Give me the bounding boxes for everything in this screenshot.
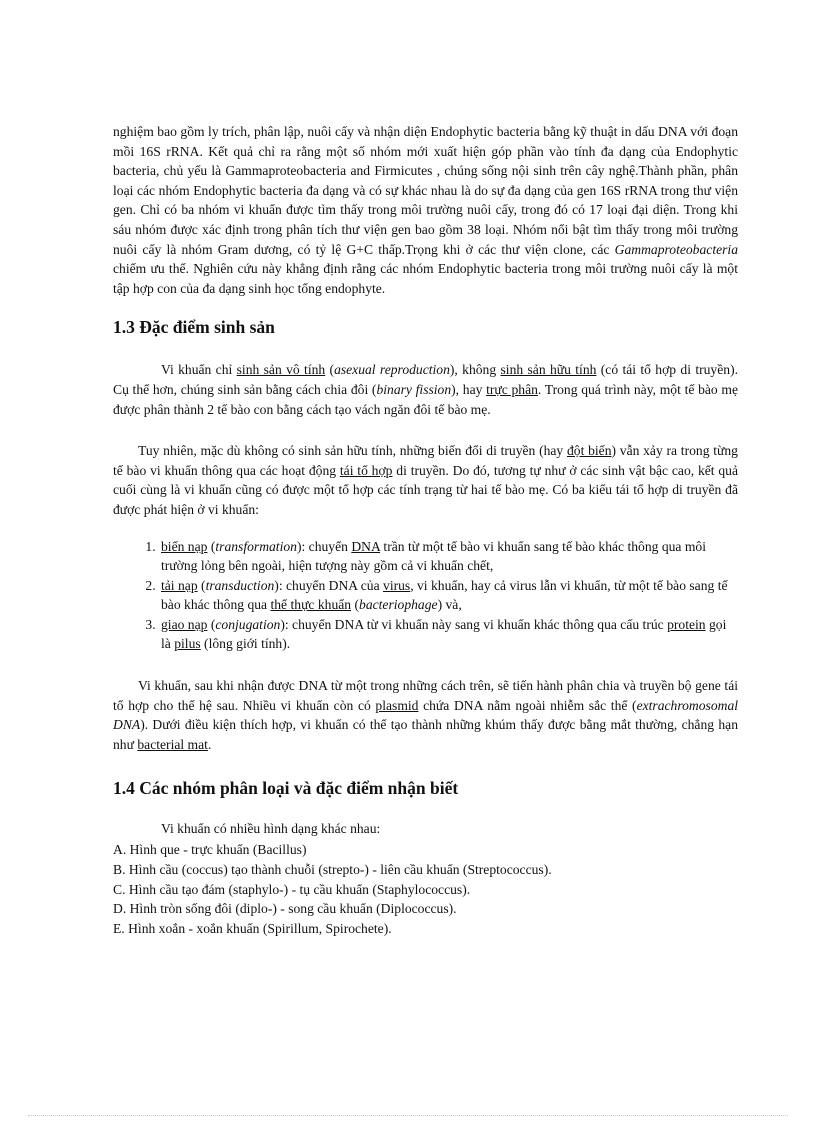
text-run: . xyxy=(207,736,212,752)
text-run: ) vẫn xảy ra trong từng tế bào vi khuẩn thông qua các hoạt động xyxy=(113,443,738,478)
link-transduction[interactable]: tải nạp xyxy=(161,577,198,593)
text-run: ), không xyxy=(449,362,501,378)
link-dna[interactable]: DNA xyxy=(351,538,381,554)
italic-term: conjugation xyxy=(215,616,281,632)
italic-term: transformation xyxy=(215,538,297,554)
list-item: B. Hình cầu (coccus) tạo thành chuỗi (strepto-) - liên cầu khuẩn (Streptococcus). xyxy=(113,861,552,877)
list-item: E. Hình xoắn - xoắn khuẩn (Spirillum, Spirochete). xyxy=(113,921,392,937)
text-run: ): chuyển xyxy=(296,538,352,554)
link-sexual-reproduction[interactable]: sinh sản hữu tính xyxy=(500,362,597,378)
text-run: chứa DNA nằm ngoài nhiễm sắc thể ( xyxy=(418,697,637,713)
intro-text-end: chiếm ưu thế. Nghiên cứu này khẳng định rằng các nhóm Endophytic bacteria trong môi trường nuôi cấy là một tập hợp con của đa dạng sinh học tổng endophyte. xyxy=(113,261,738,296)
text-run: ): chuyển DNA của xyxy=(274,577,384,593)
list-item xyxy=(159,576,738,615)
text-run: gọi là xyxy=(161,616,727,652)
text-run: Vi khuẩn chỉ xyxy=(161,362,237,378)
list-item: A. Hình que - trực khuẩn (Bacillus) xyxy=(113,842,307,858)
text-run: Tuy nhiên, mặc dù không có sinh sản hữu tính, những biến đổi di truyền (hay xyxy=(138,443,567,459)
italic-term: transduction xyxy=(205,577,275,593)
link-transformation[interactable]: biến nạp xyxy=(161,538,208,554)
link-bacteriophage[interactable]: thể thực khuẩn xyxy=(270,597,352,613)
link-pilus[interactable]: pilus xyxy=(174,636,201,652)
intro-paragraph xyxy=(113,122,738,298)
page-bottom-divider xyxy=(28,1115,788,1116)
text-run: ) và, xyxy=(437,597,462,613)
text-run: ). Dưới điều kiện thích hợp, vi khuẩn có thể tạo thành những khúm thấy được bằng mắt thường, chẳng hạn như xyxy=(113,717,738,752)
intro-text: nghiệm bao gồm ly trích, phân lập, nuôi cấy và nhận diện Endophytic bacteria bằng kỹ thuật in dấu DNA với đoạn mồi 16S rRNA. Kết quả chỉ ra rằng một số nhóm mới xuất hiện góp phần vào tính đa dạng của Endophytic bacteria, chủ yếu là Gammaproteobacteria and Firmicutes , chúng sống nội sinh trên cây nghệ.Thành phần, phân loại các nhóm Endophytic bacteria đa dạng và có sự khác nhau là do sự đa dạng của gen 16S rRNA trong thư viện gen. Chỉ có ba nhóm vi khuẩn được tìm thấy trong môi trường nuôi cấy, trong đó có 17 loại đại diện. Trong khi sáu nhóm được xác định trong phân tích thư viện gen bao gồm 38 loại. Nhóm nổi bật tìm thấy trong môi trường nuôi cấy là nhóm Gram dương, có tỷ lệ G+C thấp.Trọng khi ở các thư viện clone, các xyxy=(113,124,738,257)
link-plasmid[interactable]: plasmid xyxy=(375,697,419,713)
list-item: D. Hình tròn sống đôi (diplo-) - song cầu khuẩn (Diplococcus). xyxy=(113,901,457,917)
text-run: (có tái tổ hợp di truyền). Cụ thể hơn, chúng sinh sản bằng cách chia đôi ( xyxy=(113,362,738,397)
link-asexual-reproduction[interactable]: sinh sản vô tính xyxy=(236,362,326,378)
italic-term: asexual reproduction xyxy=(334,362,450,378)
text-run: (lông giới tính). xyxy=(200,636,291,652)
list-item: C. Hình cầu tạo đám (staphylo-) - tụ cầu khuẩn (Staphylococcus). xyxy=(113,881,471,897)
recombination-types-list xyxy=(113,537,738,655)
text-run: ), hay xyxy=(451,381,487,397)
link-conjugation[interactable]: giao nạp xyxy=(161,616,208,632)
list-item xyxy=(159,537,738,576)
italic-term: extrachromosomal DNA xyxy=(113,697,739,733)
heading-1-4: 1.4 Các nhóm phân loại và đặc điểm nhận biết xyxy=(113,778,459,799)
text-run: , vi khuẩn, hay cả virus lẫn vi khuẩn, từ một tế bào sang tế bào khác thông qua xyxy=(161,577,728,613)
text-run: di truyền. Do đó, tương tự như ở các sinh vật bậc cao, kết quả cuối cùng là vi khuẩn cũng có được một tổ hợp các tính trạng từ hai tế bào mẹ. Có ba kiểu tái tổ hợp di truyền đã được phát hiện ở vi khuẩn: xyxy=(113,462,739,517)
link-binary-fission[interactable]: trực phân xyxy=(486,381,538,397)
page-content xyxy=(113,122,738,939)
shapes-list xyxy=(113,840,738,939)
intro-italic-term: Gammaproteobacteria xyxy=(614,241,738,257)
link-recombination[interactable]: tái tổ hợp xyxy=(339,462,393,478)
text-run: ( xyxy=(351,597,360,613)
text-run: ( xyxy=(197,577,206,593)
link-bacterial-mat[interactable]: bacterial mat xyxy=(137,736,208,752)
text-run: ( xyxy=(207,616,216,632)
list-item xyxy=(159,615,738,654)
text-run: ( xyxy=(207,538,216,554)
italic-term: binary fission xyxy=(376,381,452,397)
plasmid-paragraph xyxy=(113,676,738,754)
link-mutation[interactable]: đột biến xyxy=(566,443,612,459)
link-protein[interactable]: protein xyxy=(667,616,706,632)
italic-term: bacteriophage xyxy=(359,597,438,613)
heading-1-3: 1.3 Đặc điểm sinh sản xyxy=(113,317,275,338)
text-run: . Trong quá trình này, một tế bào mẹ được phân thành 2 tế bào con bằng cách tạo vách ngăn đôi tế bào mẹ. xyxy=(113,381,738,417)
shapes-intro: Vi khuẩn có nhiều hình dạng khác nhau: xyxy=(161,821,381,837)
recombination-paragraph xyxy=(113,441,738,519)
text-run: ( xyxy=(325,362,335,378)
text-run: Vi khuẩn, sau khi nhận được DNA từ một trong những cách trên, sẽ tiến hành phân chia và truyền bộ gene tái tổ hợp cho thế hệ sau. Nhiều vi khuẩn còn có xyxy=(113,678,738,713)
text-run: trần từ một tế bào vi khuẩn sang tế bào khác thông qua môi trường lỏng bên ngoài, hiện tượng này gồm cả vi khuẩn chết, xyxy=(161,538,707,574)
link-virus[interactable]: virus xyxy=(383,577,411,593)
reproduction-paragraph xyxy=(113,360,738,419)
text-run: ): chuyển DNA từ vi khuẩn này sang vi khuẩn khác thông qua cấu trúc xyxy=(280,616,668,632)
